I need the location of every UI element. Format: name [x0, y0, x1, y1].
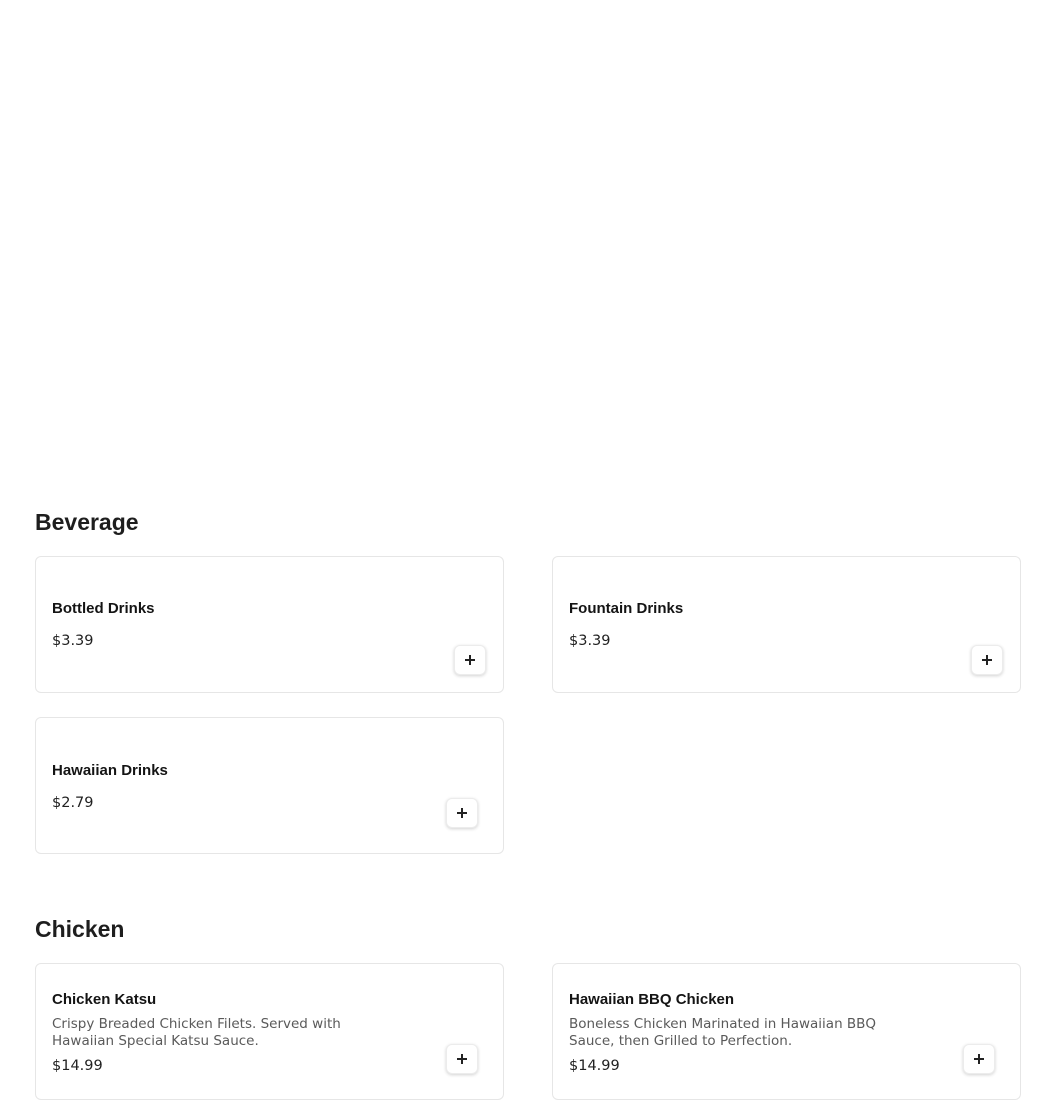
section-title-beverage: Beverage — [35, 509, 139, 535]
item-price: $3.39 — [569, 633, 611, 649]
plus-icon — [465, 655, 475, 665]
item-price: $3.39 — [52, 633, 94, 649]
add-to-cart-button[interactable] — [971, 645, 1003, 675]
menu-item-card-hawaiian-bbq-chicken[interactable] — [552, 963, 1021, 1100]
item-name: Chicken Katsu — [52, 991, 157, 1008]
add-to-cart-button[interactable] — [446, 1044, 478, 1074]
item-name: Fountain Drinks — [569, 600, 684, 617]
item-description: Crispy Breaded Chicken Filets. Served with Hawaiian Special Katsu Sauce. — [52, 1016, 341, 1049]
add-to-cart-button[interactable] — [963, 1044, 995, 1074]
plus-icon — [974, 1054, 984, 1064]
section-title-chicken: Chicken — [35, 916, 125, 942]
add-to-cart-button[interactable] — [446, 798, 478, 828]
plus-icon — [457, 808, 467, 818]
menu-item-card-bottled-drinks[interactable] — [35, 556, 504, 693]
item-price: $2.79 — [52, 795, 94, 811]
plus-icon — [457, 1054, 467, 1064]
add-to-cart-button[interactable] — [454, 645, 486, 675]
item-name: Bottled Drinks — [52, 600, 155, 617]
menu-item-card-chicken-katsu[interactable] — [35, 963, 504, 1100]
item-price: $14.99 — [52, 1058, 103, 1074]
item-description: Boneless Chicken Marinated in Hawaiian BBQ Sauce, then Grilled to Perfection. — [569, 1016, 877, 1049]
item-name: Hawaiian Drinks — [52, 762, 168, 779]
menu-item-card-hawaiian-drinks[interactable] — [35, 717, 504, 854]
plus-icon — [982, 655, 992, 665]
item-price: $14.99 — [569, 1058, 620, 1074]
item-name: Hawaiian BBQ Chicken — [569, 991, 735, 1008]
menu-item-card-fountain-drinks[interactable] — [552, 556, 1021, 693]
